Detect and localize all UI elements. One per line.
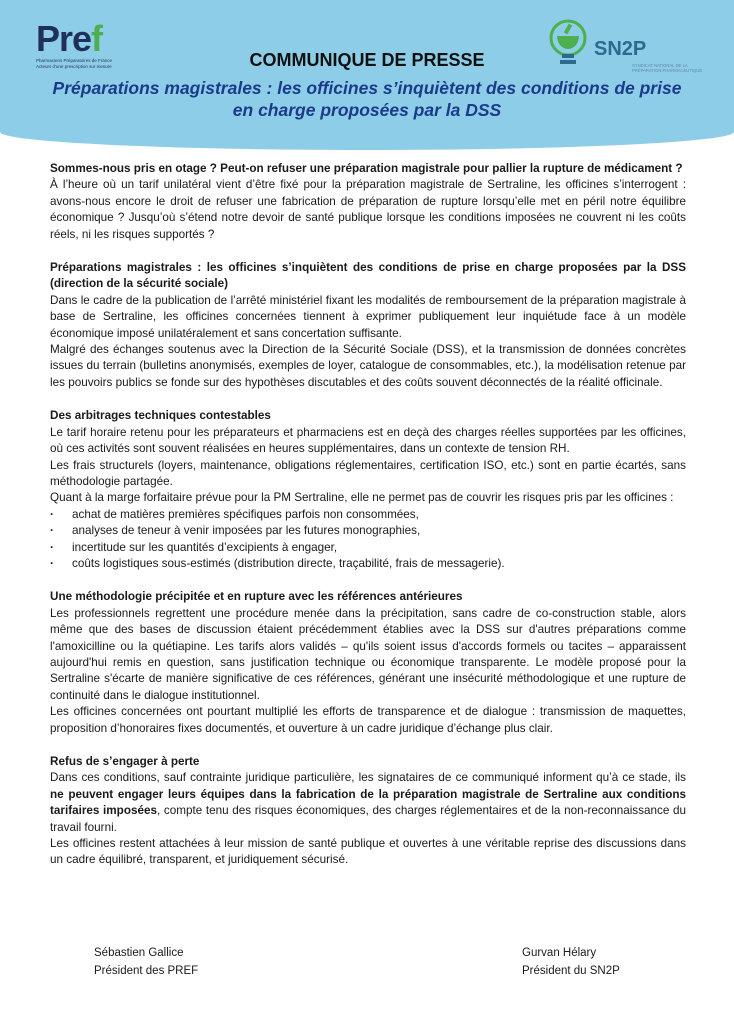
paragraph: Les officines concernées ont pourtant multiplié les efforts de transparence et de dialogue : transmission de maquettes, proposition d’honoraires fixes documentés, et ouverture à un cadre juridique d’échange plus clair. xyxy=(50,705,686,735)
press-release-body xyxy=(50,161,686,886)
paragraph: Les frais structurels (loyers, maintenance, obligations réglementaires, certification ISO, etc.) sont en partie écartés, sans méthodologie partagée. xyxy=(50,458,686,488)
sn2p-logo-word: SN2P xyxy=(594,38,647,60)
signature-sn2p xyxy=(522,944,620,980)
paragraph-emphasis: ne peuvent engager leurs équipes dans la fabrication de la préparation magistrale de Sertraline aux conditions tarifaires imposées xyxy=(50,787,686,818)
section-heading: Des arbitrages techniques contestables xyxy=(50,409,271,423)
page-title: COMMUNIQUE DE PRESSE xyxy=(249,50,485,70)
paragraph: Quant à la marge forfaitaire prévue pour la PM Sertraline, elle ne permet pas de couvrir les risques pris par les officines : xyxy=(50,491,674,505)
paragraph-text: Dans ces conditions, sauf contrainte juridique particulière, les signataires de ce communiqué informent qu’à ce stade, ils xyxy=(50,771,686,785)
list-item: · achat de matières premières spécifiques parfois non consommées, xyxy=(50,507,686,523)
signature-pref xyxy=(94,944,198,980)
paragraph: Les professionnels regrettent une procédure menée dans la précipitation, sans cadre de co-construction stable, alors même que des bases de discussion étaient précédemment établies avec la DSS sur d'autres préparations comme l'amoxicilline ou la quétiapine. Les tarifs alors validés – qu'ils soient issus d'accords formels ou tacites – apparaissent aujourd'hui remis en question, sans justification technique ou économique transparente. Le modèle proposé pour la Sertraline s'écarte de manière significative de ces références, générant une insécurité méthodologique et une rupture de continuité dans le dialogue institutionnel. xyxy=(50,606,686,702)
risk-list xyxy=(50,507,686,573)
paragraph: Malgré des échanges soutenus avec la Direction de la Sécurité Sociale (DSS), et la transmission de données concrètes issues du terrain (bulletins anonymisés, exemples de loyer, catalogue de consommables, etc.), la modélisation retenue par les pouvoirs publics se fonde sur des hypothèses discutables et des coûts souvent déconnectés de la réalité officinale. xyxy=(50,343,686,389)
list-item: · incertitude sur les quantités d’excipients à engager, xyxy=(50,540,686,556)
signatory-role: Président du SN2P xyxy=(522,965,620,977)
section-heading: Sommes-nous pris en otage ? Peut-on refuser une préparation magistrale pour pallier la rupture de médicament ? xyxy=(50,162,683,175)
paragraph: Dans le cadre de la publication de l’arrêté ministériel fixant les modalités de remboursement de la préparation magistrale à base de Sertraline, les officines concernées tiennent à exprimer publiquement leur inquiétude face à un modèle économique imposé unilatéralement et sans concertation suffisante. xyxy=(50,293,686,340)
paragraph: Le tarif horaire retenu pour les préparateurs et pharmaciens est en deçà des charges réelles supportées par les officines, où ces activités sont souvent réalisées en heures supplémentaires, dans un contexte de tension RH. xyxy=(50,425,686,456)
signatory-name: Gurvan Hélary xyxy=(522,947,597,959)
list-item: · analyses de teneur à venir imposées par les futures monographies, xyxy=(50,523,686,539)
section-heading: Refus de s’engager à perte xyxy=(50,755,200,768)
section-arbitrages xyxy=(50,408,686,572)
section-refus xyxy=(50,754,686,869)
signatory-role: Président des PREF xyxy=(94,965,199,977)
paragraph: Les officines restent attachées à leur mission de santé publique et ouvertes à une véritable reprise des discussions dans un cadre équilibré, transparent, et juridiquement sécurisé. xyxy=(50,837,686,867)
signatory-name: Sébastien Gallice xyxy=(94,947,184,959)
section-conditions-dss xyxy=(50,260,686,391)
paragraph xyxy=(50,770,686,836)
paragraph-text: , compte tenu des risques économiques, des charges réglementaires et de la non-reconnaissance du travail fourni. xyxy=(50,804,687,834)
pref-tagline-line-1: Pharmaciens Préparatoires de France xyxy=(36,58,113,63)
pref-logo-accent: f xyxy=(91,18,103,59)
pref-logo-word-text: Pref xyxy=(36,18,103,59)
section-otage xyxy=(50,161,686,243)
pref-tagline-line-2: Acteurs d'une prescription sur mesure xyxy=(36,64,112,69)
sn2p-logo-subtitle: SYNDICAT NATIONAL DE LA PRÉPARATION PHARMACEUTIQUE xyxy=(632,63,703,73)
page-subtitle: Préparations magistrales : les officines s’inquiètent des conditions de prise en charge proposées par la DSS xyxy=(52,78,682,120)
list-item: · coûts logistiques sous-estimés (distribution directe, traçabilité, frais de messagerie). xyxy=(50,556,686,572)
section-heading: Une méthodologie précipitée et en rupture avec les références antérieures xyxy=(50,590,463,604)
section-methodologie xyxy=(50,589,686,737)
paragraph: À l’heure où un tarif unilatéral vient d’être fixé pour la préparation magistrale de Sertraline, les officines s’interrogent : avons-nous encore le droit de refuser une fabrication de préparation de rupture lorsqu’elle met en péril notre équilibre économique ? Jusqu’où s’étend notre devoir de santé publique lorsque les conditions imposées ne couvrent ni les coûts réels, ni les risques supportés ? xyxy=(50,178,686,241)
section-heading: Préparations magistrales : les officines s’inquiètent des conditions de prise en charge proposées par la DSS (direction de la sécurité sociale) xyxy=(50,261,686,291)
